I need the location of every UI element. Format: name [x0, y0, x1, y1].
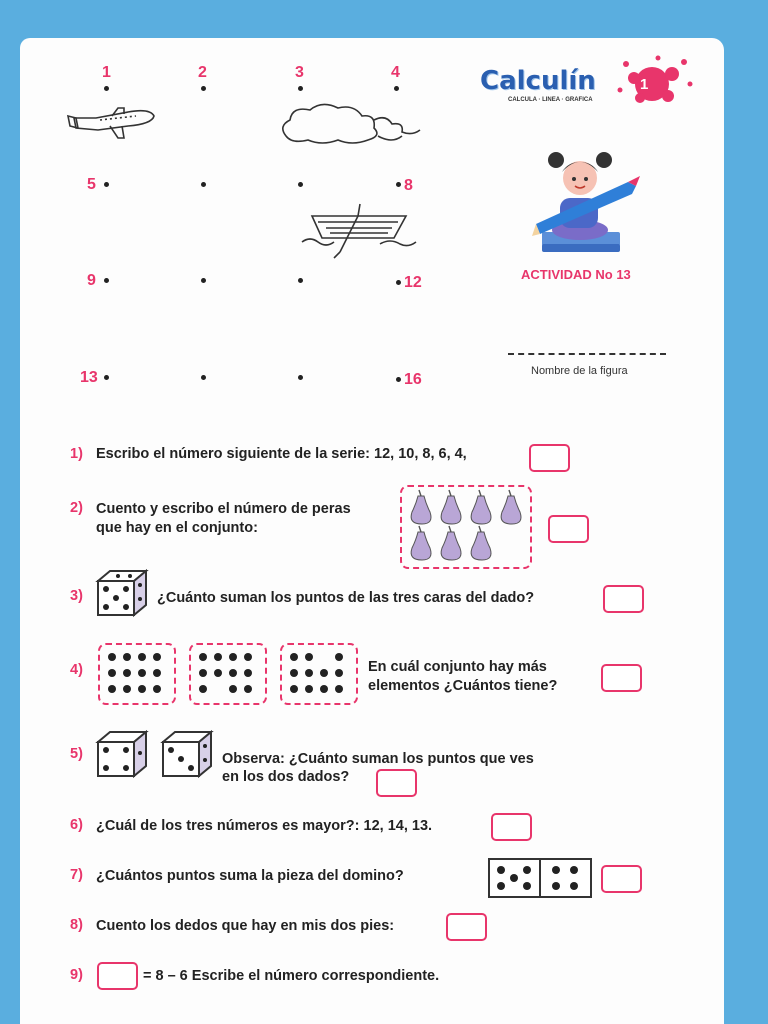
pip-dot	[552, 866, 560, 874]
grid-dot	[201, 375, 206, 380]
pip-dot	[229, 653, 237, 661]
pip-dot	[123, 669, 131, 677]
grid-number-8: 8	[404, 177, 413, 194]
paint-splash-icon	[612, 50, 698, 112]
pip-dot	[108, 653, 116, 661]
answer-box-6[interactable]	[491, 813, 532, 841]
answer-box-5[interactable]	[376, 769, 417, 797]
pip-dot	[199, 685, 207, 693]
pip-dot	[244, 653, 252, 661]
question-text: = 8 – 6 Escribe el número correspondiente.	[143, 968, 440, 984]
answer-box-7[interactable]	[601, 865, 642, 893]
answer-box-4[interactable]	[601, 664, 642, 692]
domino-piece	[488, 858, 592, 898]
question-number: 3)	[70, 588, 83, 604]
grid-dot	[104, 182, 109, 187]
grid-number-5: 5	[87, 176, 96, 193]
grid-number-3: 3	[295, 64, 304, 81]
pip-dot	[229, 669, 237, 677]
grid-dot	[201, 278, 206, 283]
pip-dot	[320, 685, 328, 693]
pip-dot	[153, 669, 161, 677]
pip-dot	[570, 866, 578, 874]
grid-number-1: 1	[102, 64, 111, 81]
pip-dot	[305, 685, 313, 693]
answer-box-1[interactable]	[529, 444, 570, 472]
logo-tagline: CALCULA · LINEA · GRAFICA	[508, 97, 593, 103]
pip-dot	[138, 669, 146, 677]
pip-dot	[138, 653, 146, 661]
answer-box-3[interactable]	[603, 585, 644, 613]
answer-box-8[interactable]	[446, 913, 487, 941]
pip-dot	[199, 653, 207, 661]
pip-dot	[305, 653, 313, 661]
grid-number-9: 9	[87, 272, 96, 289]
question-text: ¿Cuántos puntos suma la pieza del domino?	[96, 868, 404, 884]
grid-dot	[396, 280, 401, 285]
activity-title: ACTIVIDAD No 13	[521, 267, 631, 282]
dot-set-1	[98, 643, 176, 705]
pip-dot	[523, 882, 531, 890]
question-text: Escribo el número siguiente de la serie: 12, 10, 8, 6, 4,	[96, 446, 467, 462]
pip-dot	[552, 882, 560, 890]
pip-dot	[199, 669, 207, 677]
figure-name-label: Nombre de la figura	[531, 365, 628, 377]
boat-icon	[300, 200, 418, 262]
figure-name-line[interactable]	[508, 353, 666, 355]
question-text: Cuento y escribo el número de peras	[96, 501, 351, 517]
pip-dot	[523, 866, 531, 874]
girl-with-pencil-icon	[532, 146, 644, 254]
badge-number: 1	[640, 76, 649, 93]
grid-dot	[104, 278, 109, 283]
question-number: 6)	[70, 817, 83, 833]
grid-dot	[104, 86, 109, 91]
grid-number-2: 2	[198, 64, 207, 81]
grid-dot	[394, 86, 399, 91]
pip-dot	[123, 653, 131, 661]
question-number: 7)	[70, 867, 83, 883]
pip-dot	[108, 669, 116, 677]
question-number: 9)	[70, 967, 83, 983]
pip-dot	[153, 653, 161, 661]
pip-dot	[108, 685, 116, 693]
answer-box-2[interactable]	[548, 515, 589, 543]
pip-dot	[244, 685, 252, 693]
dot-set-3	[280, 643, 358, 705]
question-number: 1)	[70, 446, 83, 462]
pip-dot	[290, 685, 298, 693]
grid-dot	[201, 182, 206, 187]
grid-number-12: 12	[404, 274, 422, 291]
question-text: ¿Cuál de los tres números es mayor?: 12, 14, 13.	[96, 818, 433, 834]
pip-dot	[335, 685, 343, 693]
pip-dot	[497, 882, 505, 890]
grid-number-16: 16	[404, 371, 422, 388]
question-text: ¿Cuánto suman los puntos de las tres caras del dado?	[157, 590, 535, 606]
cloud-icon	[278, 100, 424, 148]
calculin-logo: Calculín	[480, 66, 596, 96]
pip-dot	[335, 653, 343, 661]
grid-dot	[298, 375, 303, 380]
question-text: Observa: ¿Cuánto suman los puntos que ves	[222, 751, 534, 767]
pip-dot	[497, 866, 505, 874]
pears-icon	[404, 488, 528, 564]
question-text-line2: elementos ¿Cuántos tiene?	[368, 678, 558, 694]
pip-dot	[153, 685, 161, 693]
grid-dot	[201, 86, 206, 91]
grid-dot	[298, 182, 303, 187]
grid-dot	[298, 86, 303, 91]
pip-dot	[335, 669, 343, 677]
pip-dot	[214, 653, 222, 661]
question-number: 2)	[70, 500, 83, 516]
pip-dot	[214, 669, 222, 677]
pip-dot	[290, 653, 298, 661]
pip-dot	[244, 669, 252, 677]
pip-dot	[290, 669, 298, 677]
grid-number-4: 4	[391, 64, 400, 81]
grid-number-13: 13	[80, 369, 98, 386]
question-text-line2: que hay en el conjunto:	[96, 520, 258, 536]
pip-dot	[305, 669, 313, 677]
answer-box-9[interactable]	[97, 962, 138, 990]
dice-icon	[94, 567, 150, 619]
dot-set-2	[189, 643, 267, 705]
dice-icon	[159, 728, 215, 780]
pip-dot	[123, 685, 131, 693]
question-number: 5)	[70, 746, 83, 762]
grid-dot	[298, 278, 303, 283]
grid-dot	[396, 182, 401, 187]
grid-dot	[104, 375, 109, 380]
question-text: En cuál conjunto hay más	[368, 659, 547, 675]
question-number: 4)	[70, 662, 83, 678]
question-number: 8)	[70, 917, 83, 933]
airplane-icon	[66, 104, 158, 142]
pip-dot	[138, 685, 146, 693]
pip-dot	[320, 669, 328, 677]
question-text: Cuento los dedos que hay en mis dos pies:	[96, 918, 395, 934]
pip-dot	[510, 874, 518, 882]
grid-dot	[396, 377, 401, 382]
pip-dot	[570, 882, 578, 890]
pip-dot	[229, 685, 237, 693]
question-text-line2: en los dos dados?	[222, 769, 350, 785]
dice-icon	[94, 728, 150, 780]
